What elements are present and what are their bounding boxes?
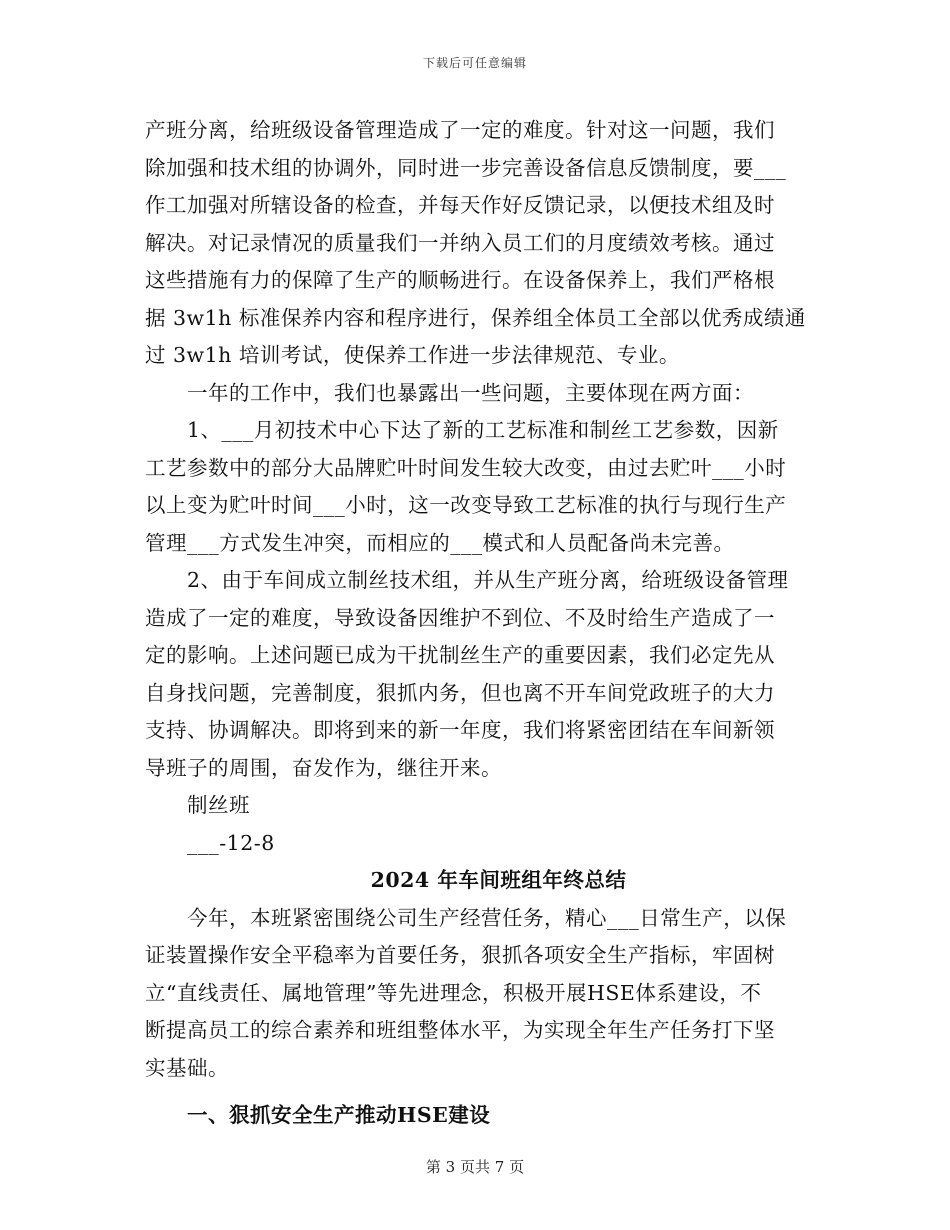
body-line: 导班子的周围，奋发作为，继往开来。 [145, 755, 502, 780]
body-line: 立“直线责任、属地管理”等先进理念，积极开展HSE体系建设，不 [145, 980, 762, 1005]
body-line: 造成了一定的难度，导致设备因维护不到位、不及时给生产造成了一 [145, 605, 775, 630]
section-heading: 一、狠抓安全生产推动HSE建设 [187, 1103, 491, 1127]
body-line: 支持、协调解决。即将到来的新一年度，我们将紧密团结在车间新领 [145, 718, 775, 742]
body-line: 这些措施有力的保障了生产的顺畅进行。在设备保养上，我们严格根 [145, 268, 775, 292]
document-body [145, 112, 810, 1135]
paragraph-start: 2、由于车间成立制丝技术组，并从生产班分离，给班级设备管理 [187, 568, 789, 592]
page-header: 下载后可任意编辑 [422, 56, 527, 70]
paragraph-start: 1、___月初技术中心下达了新的工艺标准和制丝工艺参数，因新 [187, 418, 779, 442]
body-line: 产班分离，给班级设备管理造成了一定的难度。针对这一问题，我们 [145, 118, 775, 142]
body-line: 工艺参数中的部分大品牌贮叶时间发生较大改变，由过去贮叶___小时 [145, 455, 787, 480]
body-line: 自身找问题，完善制度，狠抓内务，但也离不开车间党政班子的大力 [145, 680, 775, 705]
body-line: 据 3w1h 标准保养内容和程序进行，保养组全体员工全部以优秀成绩通 [145, 305, 806, 330]
body-line: 除加强和技术组的协调外，同时进一步完善设备信息反馈制度，要___ [145, 155, 787, 180]
body-line: 管理___方式发生冲突，而相应的___模式和人员配备尚未完善。 [145, 530, 735, 555]
body-line: 以上变为贮叶时间___小时，这一改变导致工艺标准的执行与现行生产 [145, 493, 787, 517]
document-title: 2024 年车间班组年终总结 [370, 868, 627, 892]
body-line: 解决。对记录情况的质量我们一并纳入员工们的月度绩效考核。通过 [145, 230, 775, 255]
page-footer: 第 3 页共 7 页 [425, 1158, 525, 1176]
paragraph-start: 一年的工作中，我们也暴露出一些问题，主要体现在两方面： [187, 380, 754, 405]
body-line: 过 3w1h 培训考试，使保养工作进一步法律规范、专业。 [145, 343, 680, 367]
body-line: 断提高员工的综合素养和班组整体水平，为实现全年生产任务打下坚 [145, 1018, 775, 1042]
body-line: 实基础。 [145, 1055, 229, 1080]
body-line: 作工加强对所辖设备的检查，并每天作好反馈记录，以便技术组及时 [145, 193, 775, 217]
body-line: 证装置操作安全平稳率为首要任务，狠抓各项安全生产指标，牢固树 [145, 943, 775, 967]
paragraph-start: 今年，本班紧密围绕公司生产经营任务，精心___日常生产，以保 [187, 905, 787, 930]
body-line: 定的影响。上述问题已成为干扰制丝生产的重要因素，我们必定先从 [145, 643, 775, 667]
signature-team: 制丝班 [187, 793, 250, 817]
signature-date: ___-12-8 [187, 830, 275, 855]
